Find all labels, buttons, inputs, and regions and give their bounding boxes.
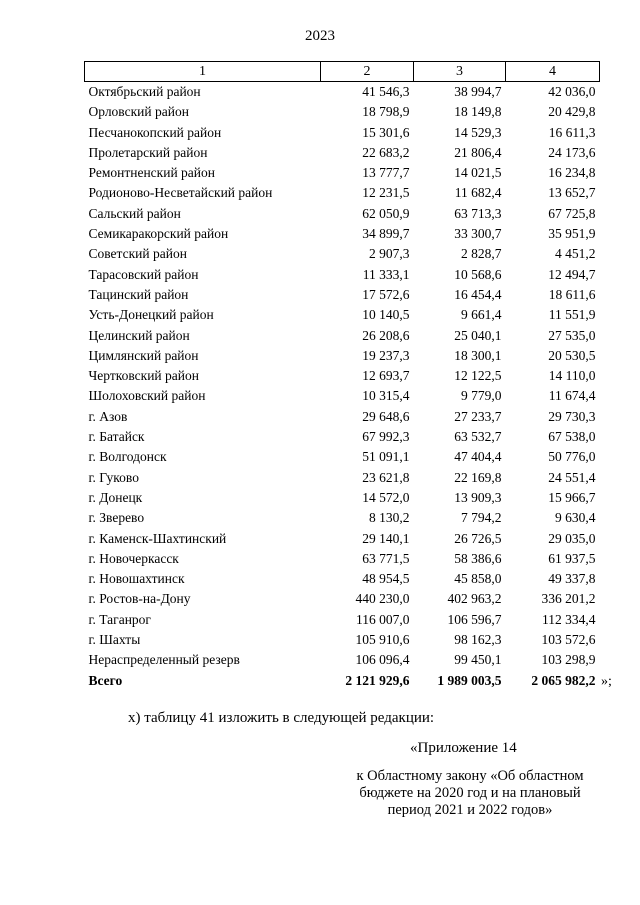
row-value-2: 15 301,6 — [362, 124, 410, 140]
row-value-3: 26 726,5 — [454, 530, 502, 546]
appendix-title: «Приложение 14 — [410, 740, 517, 756]
row-value-4: 16 234,8 — [548, 165, 596, 181]
row-value-2: 12 693,7 — [362, 368, 410, 384]
row-value-2: 41 546,3 — [362, 84, 410, 99]
row-name: г. Шахты — [88, 632, 141, 648]
row-value-2: 10 315,4 — [362, 388, 410, 404]
row-value-3: 402 963,2 — [447, 591, 502, 607]
row-value-4: 16 611,3 — [548, 124, 596, 140]
row-value-2: 19 237,3 — [362, 347, 410, 363]
column-header-4: 4 — [506, 62, 600, 82]
table-row — [85, 407, 600, 427]
row-value-2: 105 910,6 — [355, 632, 410, 648]
total-value-3: 1 989 003,5 — [437, 672, 502, 688]
row-value-4: 35 951,9 — [548, 226, 596, 242]
row-name: Октябрьский район — [88, 84, 201, 99]
row-value-4: 27 535,0 — [548, 327, 596, 343]
table-row — [85, 346, 600, 366]
table-row — [85, 143, 600, 163]
row-value-3: 98 162,3 — [454, 632, 502, 648]
row-value-2: 17 572,6 — [362, 286, 410, 302]
row-value-4: 18 611,6 — [548, 286, 596, 302]
row-value-3: 21 806,4 — [454, 144, 502, 160]
row-name: Песчанокопский район — [88, 124, 222, 140]
row-value-2: 23 621,8 — [362, 469, 410, 485]
row-value-3: 14 529,3 — [454, 124, 502, 140]
row-name: Усть-Донецкий район — [88, 307, 214, 323]
row-name: Тарасовский район — [88, 266, 199, 282]
row-value-2: 26 208,6 — [362, 327, 410, 343]
table-row — [85, 386, 600, 406]
page-number: 2023 — [305, 28, 335, 44]
row-value-4: 15 966,7 — [548, 489, 596, 505]
table-row — [85, 183, 600, 203]
row-value-2: 2 907,3 — [369, 246, 410, 262]
table-row — [85, 265, 600, 285]
row-value-4: 103 298,9 — [541, 652, 596, 668]
row-value-3: 27 233,7 — [454, 408, 502, 424]
row-name: Чертковский район — [88, 368, 199, 384]
row-value-3: 9 661,4 — [461, 307, 502, 323]
row-name: г. Волгодонск — [88, 449, 167, 465]
table-row — [85, 447, 600, 467]
table-row — [85, 326, 600, 346]
row-value-2: 48 954,5 — [362, 571, 410, 587]
row-name: Орловский район — [88, 104, 189, 120]
row-value-4: 12 494,7 — [548, 266, 596, 282]
row-name: г. Азов — [88, 408, 128, 424]
row-value-3: 106 596,7 — [447, 611, 502, 627]
row-value-2: 10 140,5 — [362, 307, 410, 323]
row-value-3: 13 909,3 — [454, 489, 502, 505]
row-name: Пролетарский район — [88, 144, 208, 160]
row-name: Родионово-Несветайский район — [88, 185, 273, 201]
row-name: г. Ростов-на-Дону — [88, 591, 191, 607]
table-row — [85, 204, 600, 224]
row-value-3: 7 794,2 — [461, 510, 502, 526]
row-value-3: 18 149,8 — [454, 104, 502, 120]
table-row — [85, 650, 600, 670]
row-name: Ремонтненский район — [88, 165, 215, 181]
table-row — [85, 488, 600, 508]
row-value-4: 4 451,2 — [555, 246, 596, 262]
row-value-2: 29 648,6 — [362, 408, 410, 424]
row-name: Сальский район — [88, 205, 181, 221]
table-row — [85, 285, 600, 305]
row-name: г. Новочеркасск — [88, 550, 179, 566]
row-value-2: 63 771,5 — [362, 550, 410, 566]
table-row — [85, 589, 600, 609]
row-value-3: 2 828,7 — [461, 246, 502, 262]
row-value-3: 45 858,0 — [454, 571, 502, 587]
row-value-3: 38 994,7 — [454, 84, 502, 99]
row-name: г. Каменск-Шахтинский — [88, 530, 227, 546]
row-value-2: 11 333,1 — [362, 266, 410, 282]
table-row — [85, 123, 600, 143]
row-value-4: 24 173,6 — [548, 144, 596, 160]
row-name: Цимлянский район — [88, 347, 199, 363]
row-value-3: 9 779,0 — [461, 388, 502, 404]
appendix-subtitle-line: к Областному закону «Об областном — [356, 768, 584, 784]
row-value-4: 24 551,4 — [548, 469, 596, 485]
table-body — [85, 82, 600, 671]
row-value-3: 25 040,1 — [454, 327, 502, 343]
row-value-3: 14 021,5 — [454, 165, 502, 181]
table-row — [85, 549, 600, 569]
table-row — [85, 305, 600, 325]
total-row — [85, 671, 600, 691]
table-row — [85, 630, 600, 650]
row-value-4: 49 337,8 — [548, 571, 596, 587]
row-value-4: 50 776,0 — [548, 449, 596, 465]
appendix-subtitle-line: бюджете на 2020 год и на плановый — [359, 785, 581, 801]
total-value-4: 2 065 982,2 — [531, 672, 596, 688]
column-header-2: 2 — [321, 62, 414, 82]
row-value-3: 99 450,1 — [454, 652, 502, 668]
row-value-4: 9 630,4 — [555, 510, 596, 526]
row-value-3: 47 404,4 — [454, 449, 502, 465]
table-row — [85, 508, 600, 528]
row-name: г. Донецк — [88, 489, 143, 505]
column-header-1: 1 — [85, 62, 321, 82]
appendix-subtitle-line: период 2021 и 2022 годов» — [387, 802, 553, 818]
table-row — [85, 102, 600, 122]
row-value-2: 13 777,7 — [362, 165, 410, 181]
table-row — [85, 82, 600, 103]
row-value-3: 18 300,1 — [454, 347, 502, 363]
row-value-3: 58 386,6 — [454, 550, 502, 566]
row-value-2: 18 798,9 — [362, 104, 410, 120]
row-value-4: 67 725,8 — [548, 205, 596, 221]
table-row — [85, 569, 600, 589]
row-value-4: 11 674,4 — [548, 388, 596, 404]
row-value-4: 29 730,3 — [548, 408, 596, 424]
row-value-4: 61 937,5 — [548, 550, 596, 566]
total-label: Всего — [88, 672, 123, 688]
row-value-2: 62 050,9 — [362, 205, 410, 221]
table-row — [85, 224, 600, 244]
row-value-4: 67 538,0 — [548, 429, 596, 445]
row-name: Нераспределенный резерв — [88, 652, 240, 668]
row-name: Советский район — [88, 246, 187, 262]
row-value-2: 106 096,4 — [355, 652, 410, 668]
row-name: г. Таганрог — [88, 611, 151, 627]
row-value-4: 14 110,0 — [548, 368, 596, 384]
total-value-2: 2 121 929,6 — [345, 672, 410, 688]
row-value-3: 22 169,8 — [454, 469, 502, 485]
row-name: г. Батайск — [88, 429, 145, 445]
row-value-4: 13 652,7 — [548, 185, 596, 201]
row-value-4: 11 551,9 — [548, 307, 596, 323]
table-row — [85, 427, 600, 447]
row-value-4: 20 429,8 — [548, 104, 596, 120]
row-value-4: 20 530,5 — [548, 347, 596, 363]
appendix-subtitle — [340, 768, 600, 819]
row-value-2: 67 992,3 — [362, 429, 410, 445]
quote-end-mark: »; — [601, 674, 612, 689]
column-header-3: 3 — [414, 62, 506, 82]
row-value-3: 10 568,6 — [454, 266, 502, 282]
row-value-4: 112 334,4 — [542, 611, 596, 627]
row-name: г. Зверево — [88, 510, 145, 526]
instruction-text: х) таблицу 41 изложить в следующей редакции: — [128, 710, 435, 726]
row-value-3: 63 532,7 — [454, 429, 502, 445]
row-value-2: 116 007,0 — [356, 611, 410, 627]
row-value-2: 12 231,5 — [362, 185, 410, 201]
row-value-3: 11 682,4 — [454, 185, 502, 201]
row-value-3: 63 713,3 — [454, 205, 502, 221]
row-name: г. Гуково — [88, 469, 139, 485]
row-name: г. Новошахтинск — [88, 571, 185, 587]
table-row — [85, 163, 600, 183]
row-value-4: 29 035,0 — [548, 530, 596, 546]
row-value-2: 34 899,7 — [362, 226, 410, 242]
row-value-2: 51 091,1 — [362, 449, 410, 465]
row-value-2: 14 572,0 — [362, 489, 410, 505]
row-value-2: 440 230,0 — [355, 591, 410, 607]
row-value-3: 16 454,4 — [454, 286, 502, 302]
row-value-3: 12 122,5 — [454, 368, 502, 384]
row-name: Целинский район — [88, 327, 190, 343]
table-row — [85, 468, 600, 488]
budget-table — [84, 61, 600, 691]
row-value-4: 42 036,0 — [548, 84, 596, 99]
row-value-3: 33 300,7 — [454, 226, 502, 242]
table-row — [85, 366, 600, 386]
row-value-4: 103 572,6 — [541, 632, 596, 648]
row-name: Шолоховский район — [88, 388, 206, 404]
row-value-2: 29 140,1 — [362, 530, 410, 546]
table-row — [85, 244, 600, 264]
row-value-4: 336 201,2 — [541, 591, 596, 607]
row-name: Тацинский район — [88, 286, 189, 302]
row-value-2: 22 683,2 — [362, 144, 410, 160]
table-row — [85, 529, 600, 549]
table-header-row — [85, 62, 600, 82]
row-value-2: 8 130,2 — [369, 510, 410, 526]
table-row — [85, 610, 600, 630]
row-name: Семикаракорский район — [88, 226, 229, 242]
